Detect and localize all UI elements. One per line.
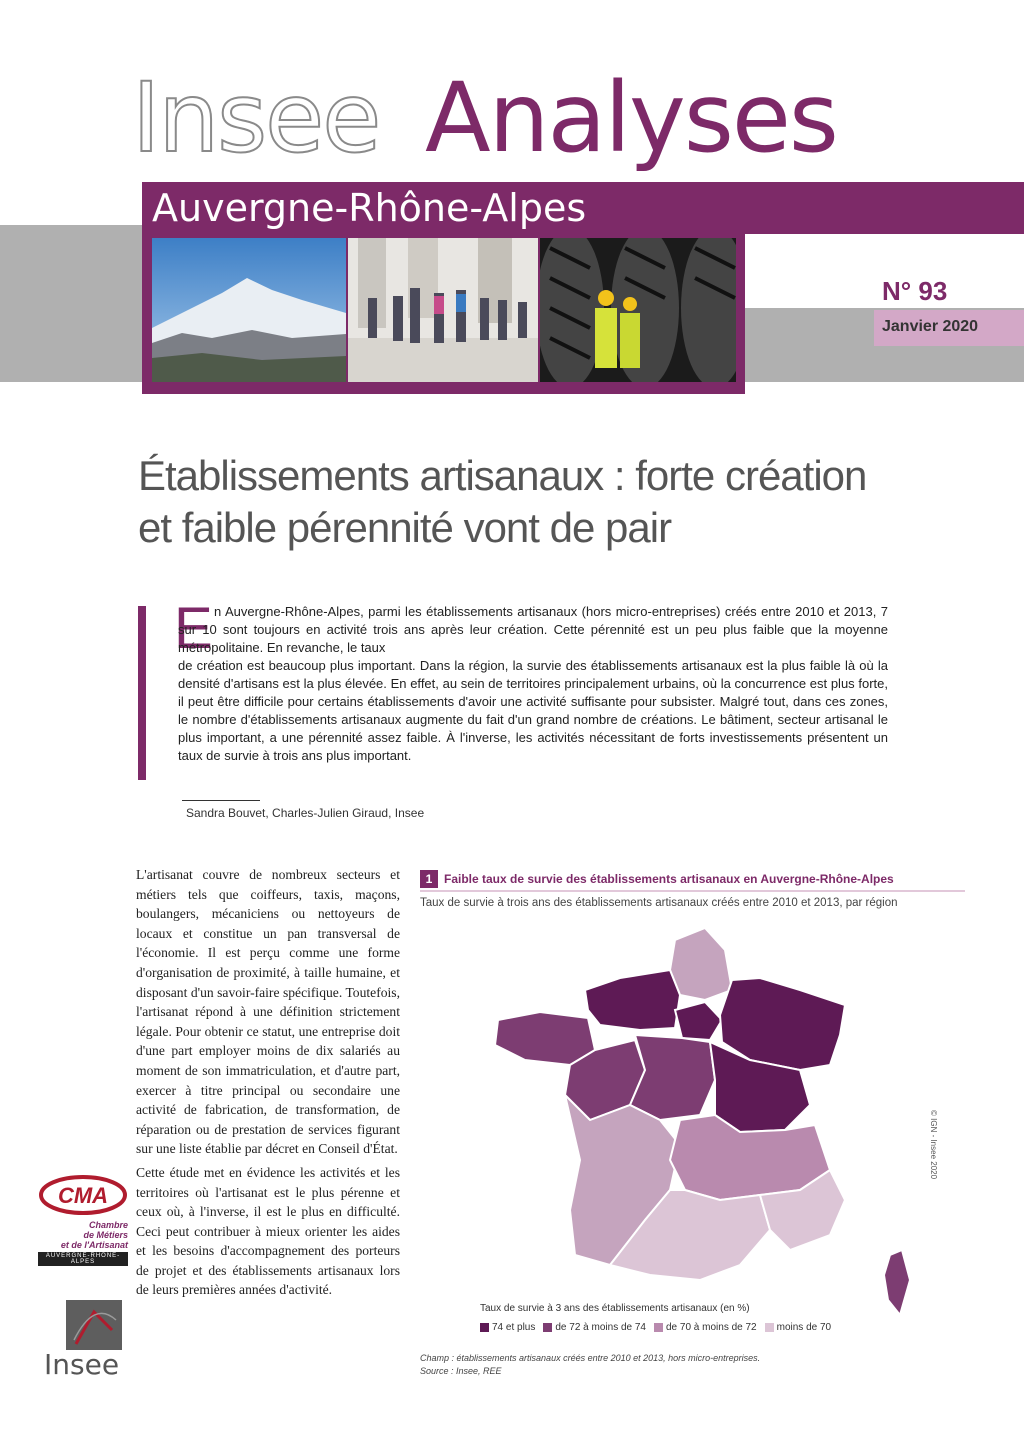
- abstract-rest: de création est beaucoup plus important. Dans la région, la survie des établissements artisanaux est la plus faible là où la densité d'artisans est la plus élevée. En effet, au sein de territoires principalement urbains, où la concurrence est plus forte, il peut être difficile pour certains établissements d'avoir une activité suffisante pour subsister. Malgré tout, dans ces zones, le nombre d'établissements artisanaux augmente du fait d'un grand nombre de créations. Le bâtiment, secteur artisanal le plus important, a une pérennité assez faible. À l'inverse, les activités nécessitant de forts investissements présentent un taux de survie à trois ans plus important.: [178, 658, 888, 763]
- author-rule: [182, 800, 260, 801]
- legend-item: [480, 1322, 535, 1333]
- legend-title: Taux de survie à 3 ans des établissements artisanaux (en %): [480, 1303, 750, 1314]
- figure-title: Faible taux de survie des établissements artisanaux en Auvergne-Rhône-Alpes: [444, 872, 894, 886]
- region-corse: [884, 1250, 910, 1315]
- cma-mark: CMA: [57, 1183, 109, 1208]
- people-photo: [348, 238, 538, 382]
- region-centre-val-de-loire: [630, 1035, 715, 1120]
- gray-band-left: [0, 225, 142, 382]
- figure-source: Source : Insee, REE: [420, 1366, 502, 1376]
- abstract-first: n Auvergne-Rhône-Alpes, parmi les établissements artisanaux (hors micro-entreprises) créés entre 2010 et 2013, 7 sur 10 sont toujours en activité trois ans après leur création. Cette pérennité est un peu plus faible que la moyenne métropolitaine. En revanche, le taux: [178, 604, 888, 655]
- figure-scope: Champ : établissements artisanaux créés entre 2010 et 2013, hors micro-entreprises.: [420, 1353, 761, 1363]
- legend-item: [543, 1322, 646, 1333]
- map-legend: [480, 1322, 831, 1333]
- region-label: Auvergne-Rhône-Alpes: [152, 186, 587, 230]
- region-normandie: [585, 970, 680, 1030]
- authors: Sandra Bouvet, Charles-Julien Giraud, Insee: [186, 806, 425, 820]
- cma-line-1: Chambre: [88, 1220, 128, 1230]
- legend-swatch: [765, 1323, 774, 1332]
- cma-line-2: de Métiers: [83, 1230, 128, 1240]
- cma-logo: [38, 1175, 128, 1266]
- legend-label: moins de 70: [776, 1322, 832, 1333]
- cma-region: AUVERGNE-RHÔNE-ALPES: [38, 1252, 128, 1266]
- figure-rule: [420, 890, 965, 892]
- brand-analyses: Analyses: [425, 62, 837, 174]
- abstract-bar: [138, 606, 146, 780]
- body-column: [136, 865, 400, 1304]
- region-bretagne: [495, 1012, 595, 1065]
- legend-swatch: [543, 1323, 552, 1332]
- figure-number: 1: [420, 870, 438, 888]
- region-ile-de-france: [675, 1002, 722, 1040]
- legend-item: [654, 1322, 757, 1333]
- brand-insee: Insee: [132, 62, 380, 174]
- region-hauts-de-france: [670, 928, 732, 1000]
- legend-swatch: [480, 1323, 489, 1332]
- issue-number: N° 93: [882, 276, 948, 306]
- france-regions-map: [470, 920, 930, 1320]
- tires-photo: [540, 238, 736, 382]
- insee-logo-icon: [66, 1300, 122, 1350]
- legend-label: de 72 à moins de 74: [555, 1322, 646, 1333]
- legend-label: 74 et plus: [492, 1322, 536, 1333]
- legend-label: de 70 à moins de 72: [666, 1322, 757, 1333]
- body-paragraph-1: L'artisanat couvre de nombreux secteurs et métiers tels que coiffeurs, taxis, maçons, boulangers, mécaniciens ou nettoyeurs de locaux et constitue un pan transversal de l'économie. Il est perçu comme une forme d'organisation de proximité, à taille humaine, et disposant d'un savoir-faire spécifique. Toutefois, l'artisanat répond à une définition strictement légale. Pour obtenir ce statut, une entreprise doit d'une part employer moins de dix salariés au moment de son immatriculation, et d'autre part, exercer à titre principal ou secondaire une activité de fabrication, de transformation, de réparation ou de prestation de services figurant sur une liste établie par décret en Conseil d'État.: [136, 867, 400, 1157]
- dropcap: E: [174, 596, 213, 661]
- mountain-photo: [152, 238, 346, 382]
- insee-logo-text: Insee: [44, 1348, 120, 1381]
- body-paragraph-2: Cette étude met en évidence les activités et les territoires où l'artisanat est le plus pérenne et ceux où, à l'inverse, il est le plus en difficulté. Ceci peut contribuer à mieux orienter les aides et les besoins d'accompagnement des porteurs de projet et des établissements artisanaux lors de leurs premières années d'activité.: [136, 1164, 400, 1298]
- abstract: [178, 603, 888, 765]
- legend-item: [765, 1322, 831, 1333]
- legend-swatch: [654, 1323, 663, 1332]
- figure-subtitle: Taux de survie à trois ans des établissements artisanaux créés entre 2010 et 2013, par région: [420, 897, 898, 909]
- article-title: Établissements artisanaux : forte création et faible pérennité vont de pair: [138, 452, 867, 551]
- cma-line-3: et de l'Artisanat: [60, 1240, 128, 1250]
- map-copyright: © IGN - Insee 2020: [929, 1110, 938, 1180]
- figure-notes: [420, 1352, 760, 1378]
- issue-date: Janvier 2020: [882, 318, 979, 335]
- cma-emblem-icon: [38, 1175, 128, 1215]
